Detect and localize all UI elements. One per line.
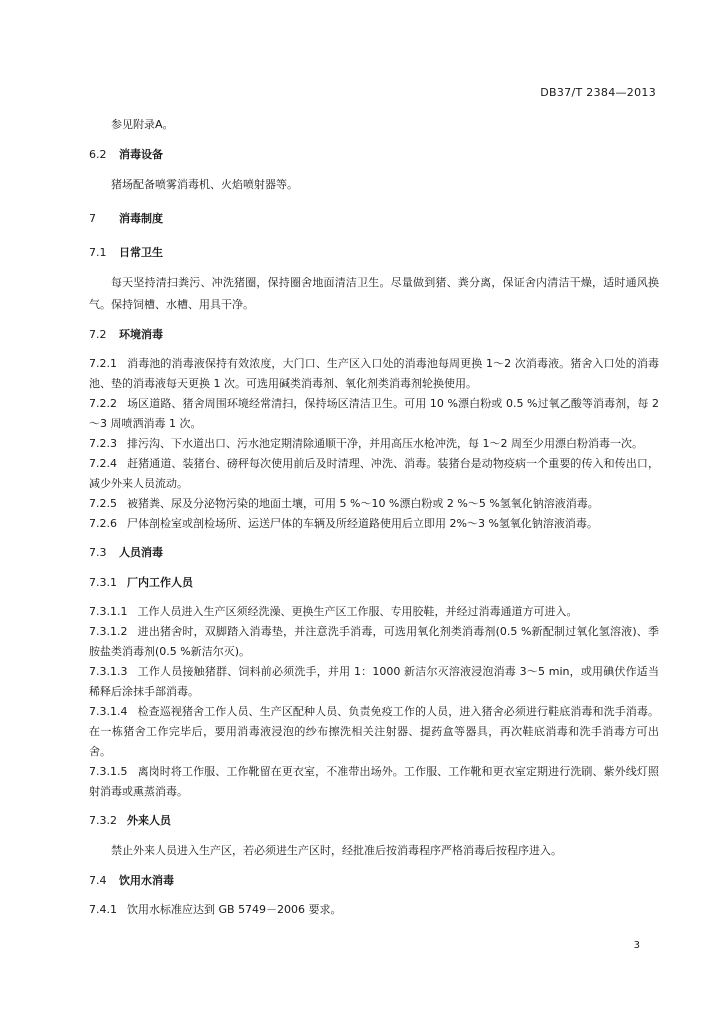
clause-text: 进出猪舍时，双脚踏入消毒垫，并注意洗手消毒，可选用氧化剂类消毒剂(0.5 %新配制过氧化氢溶液)、季胺盐类消毒剂(0.5 %新洁尔灭)。 [89,625,659,658]
section-heading [89,144,659,166]
standard-code: DB37/T 2384—2013 [540,86,656,99]
clause-number: 7.2.5 [89,497,117,510]
clause [89,354,659,394]
paragraph: 每天坚持清扫粪污、冲洗猪圈，保持圈舍地面清洁卫生。尽量做到猪、粪分离，保证舍内清洁干燥，适时通风换气。保持饲槽、水槽、用具干净。 [89,276,659,311]
clause-number: 7.4.1 [89,903,117,916]
clause-number: 7.3.1.2 [89,625,128,638]
section-title: 消毒设备 [119,148,163,161]
clause [89,702,659,762]
section-number: 7.3 [89,546,107,559]
clause-number: 7.2.3 [89,437,117,450]
chapter-number: 7 [89,212,96,225]
section-title: 日常卫生 [119,246,163,259]
clause-text: 离岗时将工作服、工作靴留在更衣室，不准带出场外。工作服、工作靴和更衣室定期进行洗刷、紫外线灯照射消毒或熏蒸消毒。 [89,765,659,798]
clause [89,900,659,920]
clause-text: 检查巡视猪舍工作人员、生产区配种人员、负责免疫工作的人员，进入猪舍必须进行鞋底消毒和洗手消毒。在一栋猪舍工作完毕后，要用消毒液浸泡的纱布擦洗相关注射器、提药盒等器具，再次鞋底消毒和洗手消毒方可出舍。 [89,705,659,758]
subsection-number: 7.3.1 [89,576,117,589]
section-title: 饮用水消毒 [119,874,174,887]
subsection-heading [89,572,659,594]
clause [89,602,659,622]
clause-text: 赶猪通道、装猪台、磅秤每次使用前后及时清理、冲洗、消毒。装猪台是动物疫病一个重要的传入和传出口，减少外来人员流动。 [89,457,659,490]
clause-text: 被猪粪、尿及分泌物污染的地面土壤，可用 5 %～10 %漂白粉或 2 %～5 %氢氧化钠溶液消毒。 [127,497,599,510]
section-heading [89,242,659,264]
chapter-title: 消毒制度 [119,212,163,225]
clause [89,622,659,662]
clause-text: 场区道路、猪舍周围环境经常清扫，保持场区清洁卫生。可用 10 %漂白粉或 0.5 %过氧乙酸等消毒剂，每 2～3 周喷洒消毒 1 次。 [89,397,659,430]
section-heading [89,324,659,346]
clause [89,514,659,534]
clause [89,762,659,802]
clause-text: 排污沟、下水道出口、污水池定期清除通顺干净，并用高压水枪冲洗，每 1～2 周至少用漂白粉消毒一次。 [127,437,643,450]
subsection-title: 厂内工作人员 [127,576,193,589]
clause-number: 7.2.6 [89,517,117,530]
subsection-number: 7.3.2 [89,814,117,827]
clause-number: 7.3.1.5 [89,765,128,778]
document-body [89,114,659,920]
section-title: 环境消毒 [119,328,163,341]
page-number: 3 [633,940,640,951]
section-number: 7.2 [89,328,107,341]
clause-text: 工作人员进入生产区须经洗澡、更换生产区工作服、专用胶鞋，并经过消毒通道方可进入。 [137,605,578,618]
section-title: 人员消毒 [119,546,163,559]
subsection-heading [89,810,659,832]
clause [89,454,659,494]
clause-number: 7.2.2 [89,397,117,410]
section-heading [89,542,659,564]
section-number: 7.4 [89,874,107,887]
annex-reference: 参见附录A。 [111,118,174,131]
section-number: 6.2 [89,148,107,161]
clause [89,394,659,434]
clause-number: 7.3.1.1 [89,605,128,618]
clause-number: 7.3.1.4 [89,705,128,718]
clause-text: 工作人员接触猪群、饲料前必须洗手，并用 1：1000 新洁尔灭溶液浸泡消毒 3～5 min，或用碘伏作适当稀释后涂抹手部消毒。 [89,665,659,698]
clause-number: 7.3.1.3 [89,665,128,678]
paragraph: 猪场配备喷雾消毒机、火焰喷射器等。 [111,178,298,191]
section-heading [89,870,659,892]
clause-number: 7.2.4 [89,457,117,470]
section-number: 7.1 [89,246,107,259]
clause-text: 尸体剖检室或剖检场所、运送尸体的车辆及所经道路使用后立即用 2%～3 %氢氧化钠溶液消毒。 [127,517,598,530]
clause [89,494,659,514]
clause-text: 饮用水标准应达到 GB 5749－2006 要求。 [127,903,342,916]
clause-text: 消毒池的消毒液保持有效浓度，大门口、生产区入口处的消毒池每周更换 1～2 次消毒液。猪舍入口处的消毒池、垫的消毒液每天更换 1 次。可选用碱类消毒剂、氧化剂类消毒剂轮换使用。 [89,357,659,390]
subsection-title: 外来人员 [127,814,171,827]
clause [89,434,659,454]
paragraph: 禁止外来人员进入生产区，若必须进生产区时，经批准后按消毒程序严格消毒后按程序进入。 [111,844,562,857]
clause [89,662,659,702]
clause-number: 7.2.1 [89,357,117,370]
chapter-heading [89,208,659,230]
